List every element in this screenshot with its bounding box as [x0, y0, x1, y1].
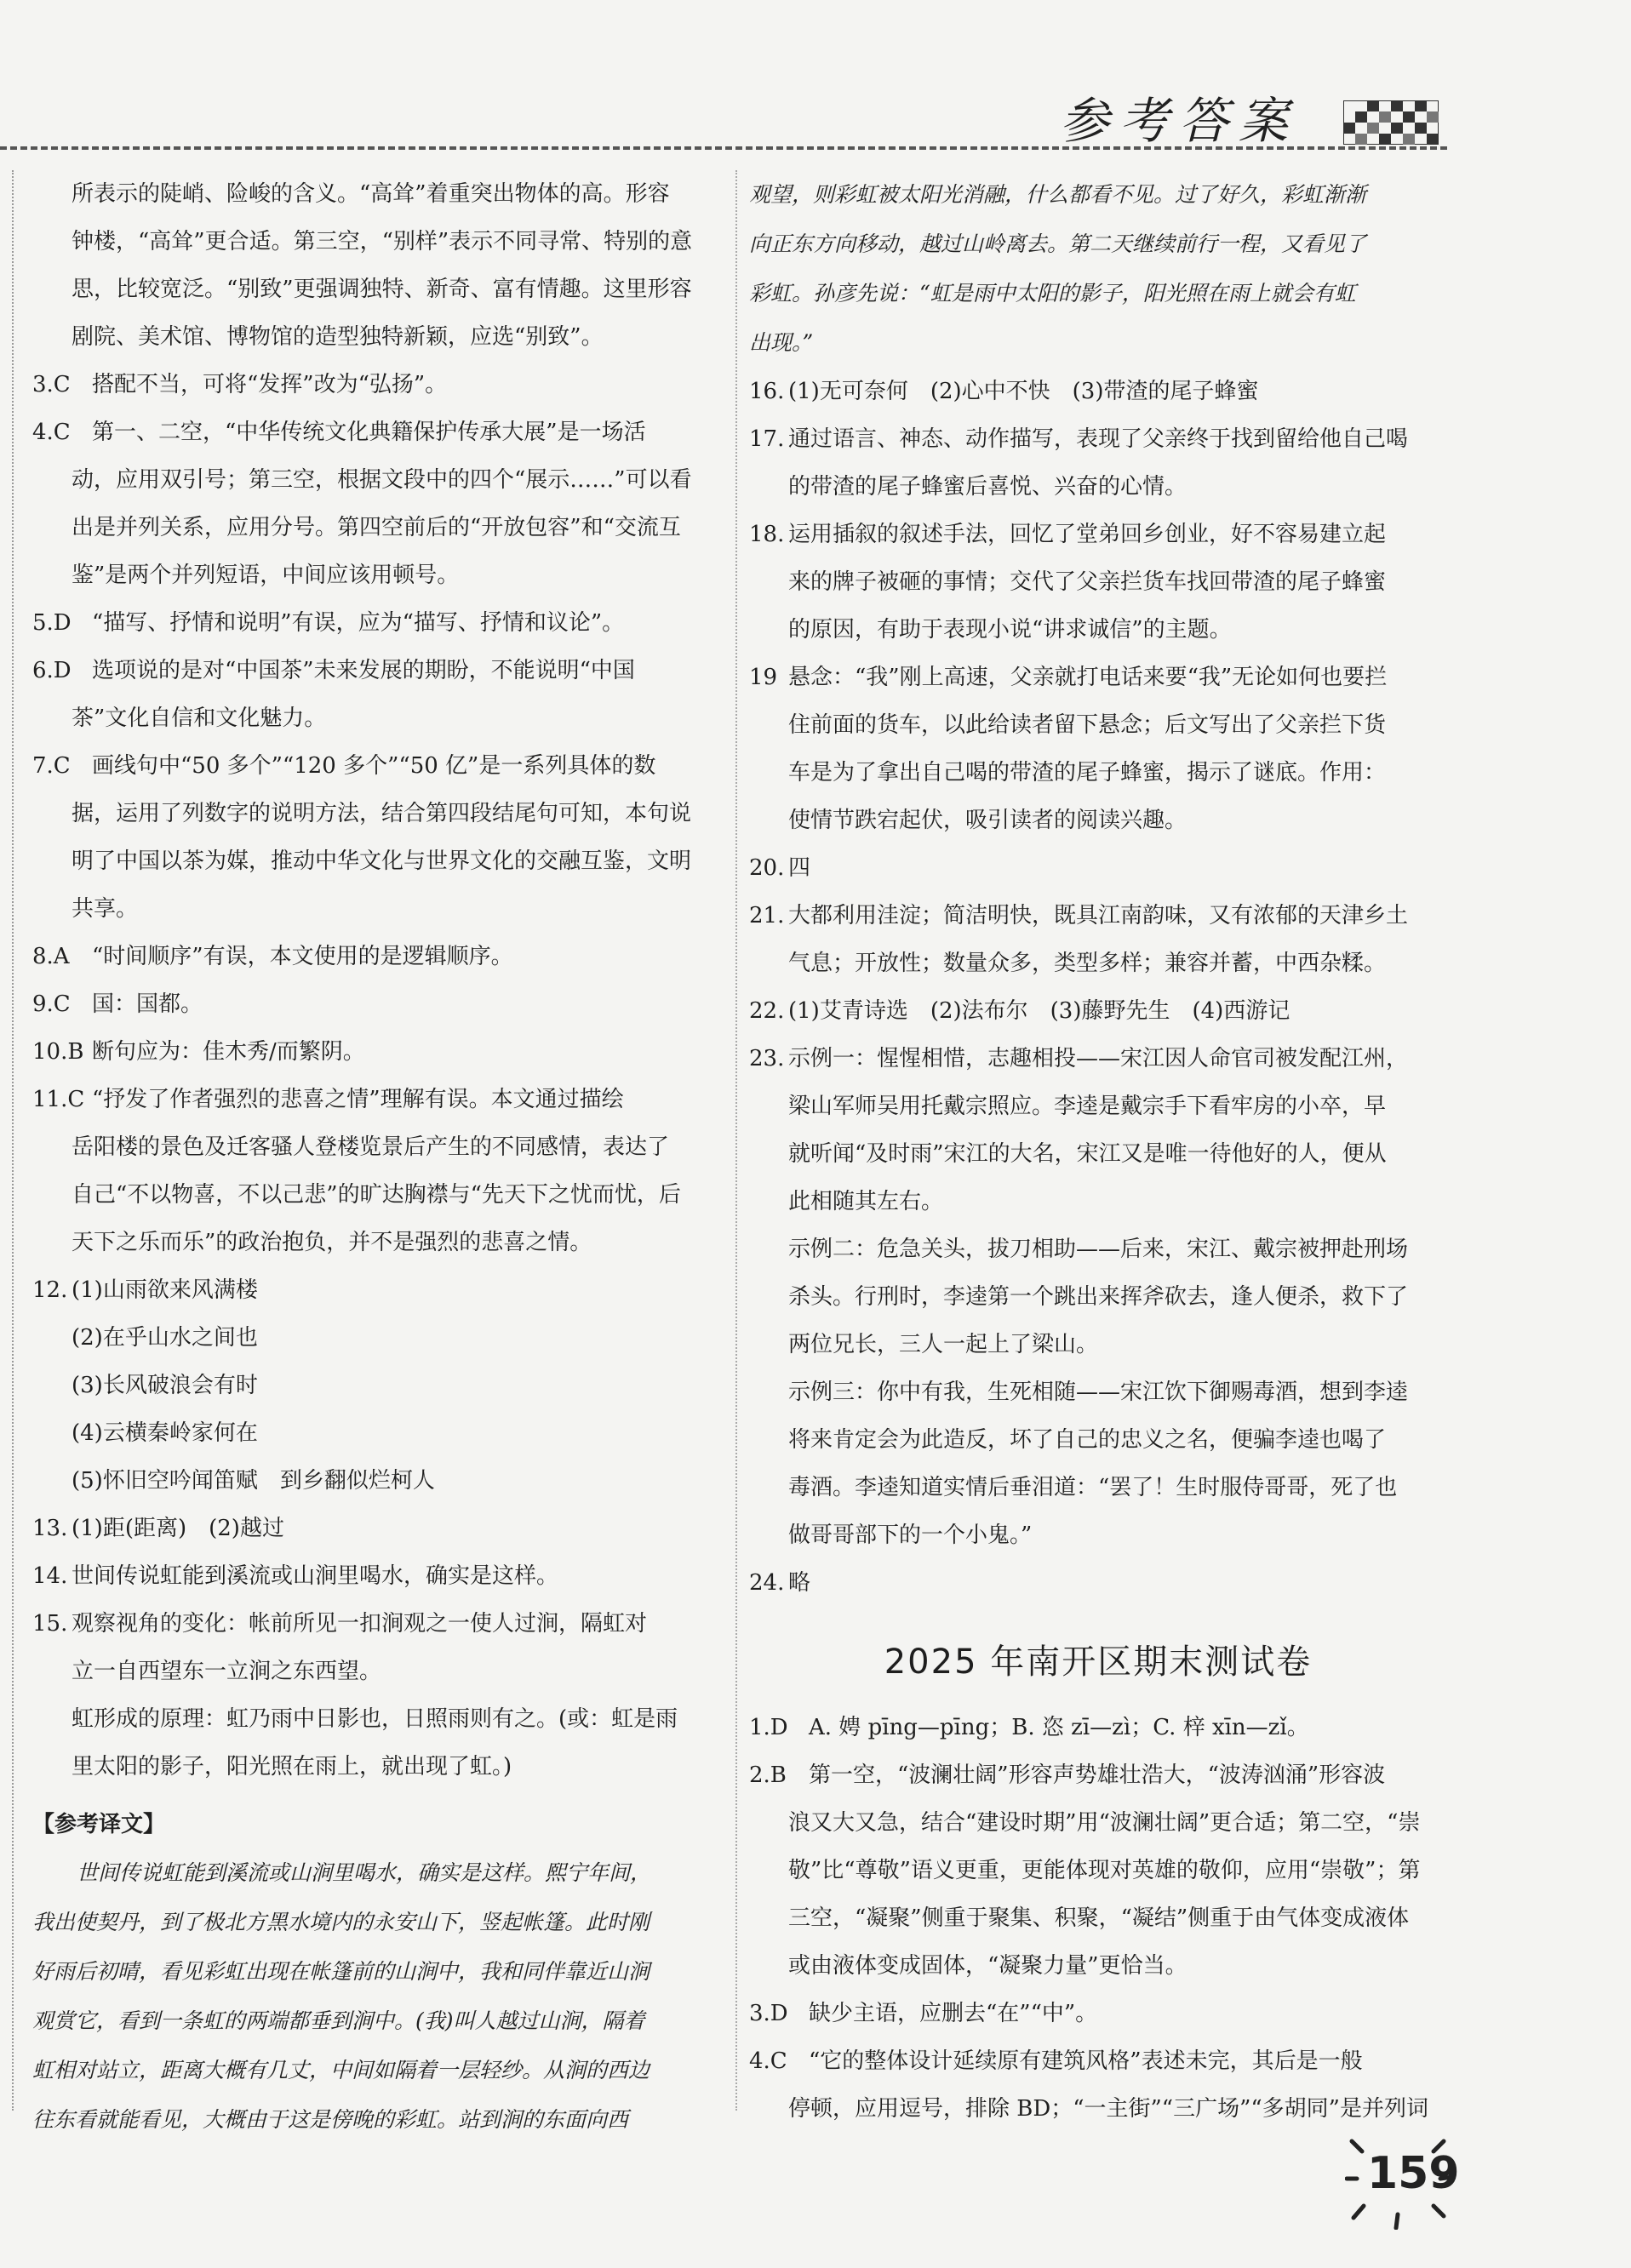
- text-line: 使情节跌宕起伏，吸引读者的阅读兴趣。: [788, 808, 1187, 833]
- text-line: 国：国都。: [92, 991, 203, 1017]
- answer-item: [32, 599, 718, 647]
- text-line: 据，运用了列数字的说明方法，结合第四段结尾句可知，本句说: [72, 801, 692, 826]
- right-answer-list: [749, 368, 1447, 1607]
- answer-body: [72, 933, 718, 980]
- text-line: 三空，“凝聚”侧重于聚集、积聚，“凝结”侧重于由气体变成液体: [788, 1905, 1410, 1931]
- text-line: 的带渣的尾子蜂蜜后喜悦、兴奋的心情。: [788, 474, 1187, 500]
- text-line: 好雨后初晴，看见彩虹出现在帐篷前的山涧中，我和同伴靠近山涧: [32, 1959, 650, 1984]
- answer-number: 5.D: [32, 610, 72, 636]
- text-line: 运用插叙的叙述手法，回忆了堂弟回乡创业，好不容易建立起: [788, 522, 1387, 547]
- text-line: 搭配不当，可将“发挥”改为“弘扬”。: [92, 372, 448, 397]
- answer-body: [72, 1028, 718, 1076]
- text-line: “时间顺序”有误，本文使用的是逻辑顺序。: [92, 944, 513, 969]
- answer-item: [749, 1704, 1447, 1751]
- text-line: 画线句中“50 多个”“120 多个”“50 亿”是一系列具体的数: [92, 753, 656, 779]
- answer-body: [788, 511, 1447, 654]
- answer-number: 2.B: [749, 1762, 787, 1788]
- answer-number: 6.D: [32, 658, 72, 683]
- text-line: (3)长风破浪会有时: [72, 1373, 258, 1398]
- checker-ornament-icon: [1343, 100, 1439, 145]
- text-line: 天下之乐而乐”的政治抱负，并不是强烈的悲喜之情。: [72, 1230, 592, 1255]
- answer-body: [72, 1076, 718, 1266]
- text-line: 我出使契丹，到了极北方黑水境内的永安山下，竖起帐篷。此时刚: [32, 1910, 650, 1934]
- answer-number: 24.: [749, 1570, 785, 1596]
- left-margin-rule: [12, 170, 14, 2111]
- reference-translation: [32, 1848, 718, 2145]
- answer-number: 18.: [749, 522, 785, 547]
- answer-body: [788, 892, 1447, 987]
- answer-number: 17.: [749, 426, 785, 452]
- answer-item: [32, 1505, 718, 1552]
- answer-number: 12.: [32, 1277, 68, 1303]
- text-line: 里太阳的影子，阳光照在雨上，就出现了虹。): [72, 1754, 512, 1780]
- answer-item: [32, 1266, 718, 1505]
- text-line: 茶”文化自信和文化魅力。: [72, 706, 327, 731]
- answer-body: [788, 1559, 1447, 1607]
- text-line: (4)云横秦岭家何在: [72, 1420, 258, 1446]
- text-line: (5)怀旧空吟闻笛赋 到乡翻似烂柯人: [72, 1468, 435, 1494]
- answer-number: 7.C: [32, 753, 71, 779]
- text-line: 出现。”: [749, 330, 814, 355]
- column-divider: [735, 170, 737, 2111]
- text-line: 岳阳楼的景色及迁客骚人登楼览景后产生的不同感情，表达了: [72, 1134, 670, 1160]
- answer-body: [788, 415, 1447, 511]
- answer-body: [72, 361, 718, 408]
- answer-number: 11.C: [32, 1087, 85, 1112]
- answer-number: 1.D: [749, 1715, 788, 1740]
- answer-number: 19: [749, 665, 778, 690]
- answer-body: [788, 1751, 1447, 1990]
- page-number-badge: [1345, 2136, 1460, 2230]
- text-line: 鉴”是两个并列短语，中间应该用顿号。: [72, 563, 460, 588]
- text-line: 明了中国以茶为媒，推动中华文化与世界文化的交融互鉴，文明: [72, 848, 692, 874]
- text-line: 示例二：危急关头，拔刀相助——后来，宋江、戴宗被押赴刑场: [788, 1237, 1409, 1262]
- answer-body: [72, 980, 718, 1028]
- text-line: (1)距(距离) (2)越过: [72, 1516, 284, 1541]
- answer-item: [32, 980, 718, 1028]
- answer-body: [72, 1505, 718, 1552]
- answer-number: 15.: [32, 1611, 68, 1637]
- header-dashed-rule: [0, 146, 1447, 150]
- answer-number: 20.: [749, 855, 785, 881]
- text-line: 杀头。行刑时，李逵第一个跳出来挥斧砍去，逢人便杀，救下了: [788, 1284, 1409, 1310]
- text-line: 彩虹。孙彦先说：“虹是雨中太阳的影子，阳光照在雨上就会有虹: [749, 281, 1356, 306]
- answer-item: [32, 1076, 718, 1266]
- text-line: 向正东方向移动，越过山岭离去。第二天继续前行一程，又看见了: [749, 231, 1367, 256]
- text-line: (2)在乎山水之间也: [72, 1325, 258, 1351]
- answer-body: [788, 844, 1447, 892]
- text-line: 毒酒。李逵知道实情后垂泪道：“罢了！生时服侍哥哥，死了也: [788, 1475, 1398, 1500]
- text-line: 观望，则彩虹被太阳光消融，什么都看不见。过了好久，彩虹渐渐: [749, 182, 1367, 207]
- page-number: 159: [1367, 2148, 1460, 2199]
- text-line: 或由液体变成固体，“凝聚力量”更恰当。: [788, 1953, 1187, 1979]
- intro-paragraph: [32, 170, 718, 361]
- page-header: [0, 0, 1631, 162]
- answer-body: [788, 1990, 1447, 2037]
- answer-body: [72, 1266, 718, 1505]
- text-line: 世间传说虹能到溪流或山涧里喝水，确实是这样。: [72, 1563, 559, 1589]
- translation-continuation: [749, 170, 1447, 368]
- text-line: 往东看就能看见，大概由于这是傍晚的彩虹。站到涧的东面向西: [32, 2107, 629, 2132]
- answer-item: [749, 2037, 1447, 2133]
- answer-number: 14.: [32, 1563, 68, 1589]
- text-line: 第一、二空，“中华传统文化典籍保护传承大展”是一场活: [92, 420, 646, 445]
- text-line: 浪又大又急，结合“建设时期”用“波澜壮阔”更合适；第二空，“崇: [788, 1810, 1421, 1836]
- answer-number: 13.: [32, 1516, 68, 1541]
- answer-body: [788, 1035, 1447, 1559]
- answer-number: 4.C: [749, 2048, 787, 2074]
- answer-item: [749, 987, 1447, 1035]
- text-line: 动，应用双引号；第三空，根据文段中的四个“展示……”可以看: [72, 467, 692, 493]
- text-line: 第一空，“波澜壮阔”形容声势雄壮浩大，“波涛汹涌”形容波: [809, 1762, 1386, 1788]
- text-line: 出是并列关系，应用分号。第四空前后的“开放包容”和“交流互: [72, 515, 681, 540]
- text-line: A. 娉 pīng—pīng；B. 恣 zī—zì；C. 梓 xīn—zǐ。: [809, 1715, 1309, 1740]
- answer-number: 23.: [749, 1046, 785, 1071]
- answer-item: [749, 415, 1447, 511]
- text-line: 示例三：你中有我，生死相随——宋江饮下御赐毒酒，想到李逵: [788, 1380, 1409, 1405]
- text-line: 所表示的陡峭、险峻的含义。“高耸”着重突出物体的高。形容: [72, 181, 670, 207]
- answer-number: 4.C: [32, 420, 71, 445]
- section-answer-list: [749, 1704, 1447, 2133]
- answer-item: [749, 892, 1447, 987]
- text-line: 大都利用洼淀；简洁明快，既具江南韵味，又有浓郁的天津乡土: [788, 903, 1409, 928]
- answer-item: [32, 933, 718, 980]
- text-line: 观赏它，看到一条虹的两端都垂到涧中。(我)叫人越过山涧，隔着: [32, 2008, 645, 2033]
- text-line: 的原因，有助于表现小说“讲求诚信”的主题。: [788, 617, 1232, 643]
- text-line: 敬”比“尊敬”语义更重，更能体现对英雄的敬仰，应用“崇敬”；第: [788, 1858, 1421, 1883]
- text-line: 断句应为：佳木秀/而繁阴。: [92, 1039, 365, 1065]
- answer-item: [749, 1559, 1447, 1607]
- answer-item: [749, 511, 1447, 654]
- answer-item: [32, 742, 718, 933]
- text-line: 停顿，应用逗号，排除 BD；“一主街”“三广场”“多胡同”是并列词: [788, 2096, 1428, 2122]
- text-line: 虹形成的原理：虹乃雨中日影也，日照雨则有之。(或：虹是雨: [72, 1706, 678, 1732]
- answer-item: [32, 361, 718, 408]
- right-column: [749, 170, 1447, 2133]
- text-line: 悬念：“我”刚上高速，父亲就打电话来要“我”无论如何也要拦: [788, 665, 1388, 690]
- text-line: 钟楼，“高耸”更合适。第三空，“别样”表示不同寻常、特别的意: [72, 229, 693, 254]
- answer-body: [788, 1704, 1447, 1751]
- answer-item: [749, 368, 1447, 415]
- section-title: 2025 年南开区期末测试卷: [884, 1642, 1313, 1682]
- answer-number: 10.B: [32, 1039, 84, 1065]
- text-line: (1)艾青诗选 (2)法布尔 (3)藤野先生 (4)西游记: [788, 998, 1290, 1024]
- answer-number: 3.D: [749, 2001, 788, 2026]
- text-line: “抒发了作者强烈的悲喜之情”理解有误。本文通过描绘: [92, 1087, 624, 1112]
- answer-item: [32, 647, 718, 742]
- text-line: 此相随其左右。: [788, 1189, 944, 1214]
- text-line: (1)无可奈何 (2)心中不快 (3)带渣的尾子蜂蜜: [788, 379, 1259, 404]
- text-line: 梁山军师吴用托戴宗照应。李逵是戴宗手下看牢房的小卒，早: [788, 1094, 1387, 1119]
- text-line: 来的牌子被砸的事情；交代了父亲拦货车找回带渣的尾子蜂蜜: [788, 569, 1387, 595]
- text-line: 两位兄长，三人一起上了梁山。: [788, 1332, 1099, 1357]
- text-line: 就听闻“及时雨”宋江的大名，宋江又是唯一待他好的人，便从: [788, 1141, 1387, 1167]
- answer-body: [72, 599, 718, 647]
- text-line: 自己“不以物喜，不以己悲”的旷达胸襟与“先天下之忧而忧，后: [72, 1182, 681, 1208]
- answer-body: [72, 742, 718, 933]
- answer-item: [32, 1028, 718, 1076]
- answer-number: 21.: [749, 903, 785, 928]
- text-line: 示例一：惺惺相惜，志趣相投——宋江因人命官司被发配江州，: [788, 1046, 1409, 1071]
- text-line: 略: [788, 1570, 811, 1596]
- answer-item: [749, 1751, 1447, 1990]
- answer-item: [32, 1552, 718, 1600]
- reference-translation-heading: 【参考译文】: [32, 1812, 166, 1837]
- text-line: 选项说的是对“中国茶”未来发展的期盼，不能说明“中国: [92, 658, 635, 683]
- text-line: 立一自西望东一立涧之东西望。: [72, 1659, 382, 1684]
- text-line: 通过语言、神态、动作描写，表现了父亲终于找到留给他自己喝: [788, 426, 1409, 452]
- answer-body: [72, 647, 718, 742]
- answer-body: [72, 1600, 718, 1791]
- text-line: 车是为了拿出自己喝的带渣的尾子蜂蜜，揭示了谜底。作用：: [788, 760, 1387, 786]
- text-line: “它的整体设计延续原有建筑风格”表述未完，其后是一般: [809, 2048, 1363, 2074]
- text-line: 将来肯定会为此造反，坏了自己的忠义之名，便骗李逵也喝了: [788, 1427, 1387, 1453]
- text-line: 虹相对站立，距离大概有几丈，中间如隔着一层轻纱。从涧的西边: [32, 2058, 650, 2082]
- text-line: 四: [788, 855, 811, 881]
- text-line: (1)山雨欲来风满楼: [72, 1277, 258, 1303]
- text-line: 世间传说虹能到溪流或山涧里喝水，确实是这样。熙宁年间，: [77, 1860, 652, 1885]
- left-answer-list: [32, 361, 718, 1791]
- text-line: 住前面的货车，以此给读者留下悬念；后文写出了父亲拦下货: [788, 712, 1387, 738]
- answer-body: [72, 1552, 718, 1600]
- text-line: 剧院、美术馆、博物馆的造型独特新颖，应选“别致”。: [72, 324, 604, 350]
- answer-item: [749, 1990, 1447, 2037]
- text-line: 观察视角的变化：帐前所见一扣涧观之一使人过涧，隔虹对: [72, 1611, 648, 1637]
- header-title: 参考答案: [1060, 92, 1299, 150]
- answer-body: [788, 987, 1447, 1035]
- text-line: 气息；开放性；数量众多，类型多样；兼容并蓄，中西杂糅。: [788, 951, 1387, 976]
- answer-number: 16.: [749, 379, 785, 404]
- text-line: 思，比较宽泛。“别致”更强调独特、新奇、富有情趣。这里形容: [72, 277, 692, 302]
- answer-body: [788, 654, 1447, 844]
- text-line: 共享。: [72, 896, 139, 922]
- answer-item: [32, 408, 718, 599]
- answer-body: [788, 368, 1447, 415]
- answer-number: 8.A: [32, 944, 70, 969]
- left-column: [32, 170, 718, 2145]
- text-line: “描写、抒情和说明”有误，应为“描写、抒情和议论”。: [92, 610, 625, 636]
- answer-number: 22.: [749, 998, 785, 1024]
- answer-item: [749, 654, 1447, 844]
- answer-number: 9.C: [32, 991, 71, 1017]
- answer-item: [32, 1600, 718, 1791]
- answer-item: [749, 1035, 1447, 1559]
- answer-item: [749, 844, 1447, 892]
- text-line: 做哥哥部下的一个小鬼。”: [788, 1522, 1033, 1548]
- answer-body: [788, 2037, 1447, 2133]
- text-line: 缺少主语，应删去“在”“中”。: [809, 2001, 1098, 2026]
- answer-body: [72, 408, 718, 599]
- answer-number: 3.C: [32, 372, 71, 397]
